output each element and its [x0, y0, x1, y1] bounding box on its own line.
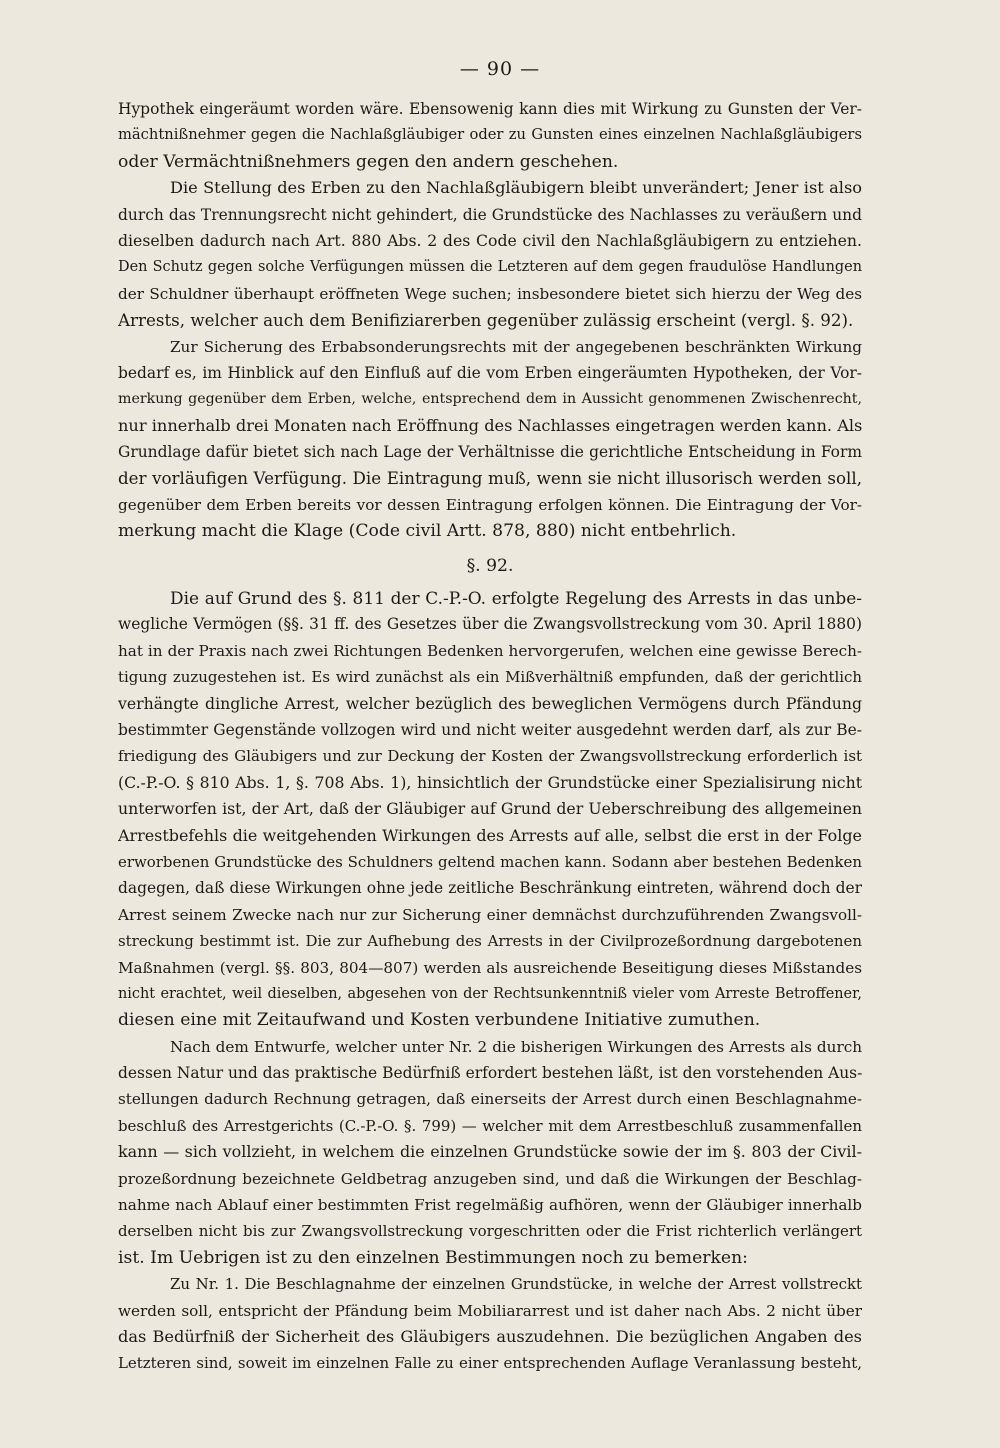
text-line: derselben nicht bis zur Zwangsvollstreckung vorgeschritten oder die Frist richterlich verlängert	[118, 1222, 862, 1241]
text-line: werden soll, entspricht der Pfändung beim Mobiliararrest und ist daher nach Abs. 2 nicht über	[118, 1301, 862, 1320]
text-line: (C.-P.-O. § 810 Abs. 1, §. 708 Abs. 1), hinsichtlich der Grundstücke einer Spezialisirung nicht	[118, 772, 862, 792]
text-line: hat in der Praxis nach zwei Richtungen Bedenken hervorgerufen, welchen eine gewisse Berech-	[118, 641, 862, 660]
text-line: ist. Im Uebrigen ist zu den einzelnen Bestimmungen noch zu bemerken:	[118, 1247, 748, 1268]
paragraph	[118, 1034, 862, 1272]
text-line: mächtnißnehmer gegen die Nachlaßgläubiger oder zu Gunsten eines einzelnen Nachlaßgläubigers	[118, 126, 862, 144]
text-line: Arrestbefehls die weitgehenden Wirkungen des Arrests auf alle, selbst die erst in der Folge	[118, 825, 862, 845]
page-number: — 90 —	[459, 58, 541, 80]
text-line: kann — sich vollzieht, in welchem die einzelnen Grundstücke sowie der im §. 803 der Civil-	[118, 1142, 862, 1162]
text-line: prozeßordnung bezeichnete Geldbetrag anzugeben sind, und daß die Wirkungen der Beschlag-	[118, 1169, 862, 1188]
paragraph	[118, 585, 862, 1034]
text-line: Arrests, welcher auch dem Benifiziarerben gegenüber zulässig erscheint (vergl. §. 92).	[118, 310, 854, 331]
text-line: merkung macht die Klage (Code civil Artt. 878, 880) nicht entbehrlich.	[118, 521, 737, 542]
section-heading: §. 92.	[466, 555, 514, 576]
paragraph	[118, 96, 862, 175]
text-line: stellungen dadurch Rechnung getragen, daß einerseits der Arrest durch einen Beschlagnahme-	[118, 1090, 862, 1109]
text-line: verhängte dingliche Arrest, welcher bezüglich des beweglichen Vermögens durch Pfändung	[118, 693, 862, 713]
paragraph	[118, 1271, 862, 1377]
text-line: oder Vermächtnißnehmers gegen den andern geschehen.	[118, 151, 619, 172]
text-line: unterworfen ist, der Art, daß der Gläubiger auf Grund der Ueberschreibung des allgemeinen	[118, 799, 862, 819]
text-line: wegliche Vermögen (§§. 31 ff. des Gesetzes über die Zwangsvollstreckung vom 30. April 1880)	[118, 615, 862, 634]
text-line: nahme nach Ablauf einer bestimmten Frist regelmäßig aufhören, wenn der Gläubiger innerhalb	[118, 1196, 862, 1215]
text-line: Arrest seinem Zwecke nach nur zur Sicherung einer demnächst durchzuführenden Zwangsvoll-	[118, 905, 862, 924]
text-line: Grundlage dafür bietet sich nach Lage der Verhältnisse die gerichtliche Entscheidung in Form	[118, 443, 862, 462]
text-line: dagegen, daß diese Wirkungen ohne jede zeitliche Beschränkung eintreten, während doch der	[118, 879, 862, 898]
text-line: beschluß des Arrestgerichts (C.-P.-O. §. 799) — welcher mit dem Arrestbeschluß zusammenfallen	[118, 1116, 862, 1135]
text-line: bestimmter Gegenstände vollzogen wird und nicht weiter ausgedehnt werden darf, als zur Be-	[118, 720, 862, 739]
text-line: merkung gegenüber dem Erben, welche, entsprechend dem in Aussicht genommenen Zwischenrecht,	[118, 391, 862, 408]
text-line: streckung bestimmt ist. Die zur Aufhebung des Arrests in der Civilprozeßordnung dargebotenen	[118, 932, 862, 951]
text-line: nur innerhalb drei Monaten nach Eröffnung des Nachlasses eingetragen werden kann. Als	[118, 415, 862, 435]
text-line: gegenüber dem Erben bereits vor dessen Eintragung erfolgen können. Die Eintragung der Vor-	[118, 495, 862, 514]
text-line: der vorläufigen Verfügung. Die Eintragung muß, wenn sie nicht illusorisch werden soll,	[118, 468, 862, 489]
text-line: das Bedürfniß der Sicherheit des Gläubigers auszudehnen. Die bezüglichen Angaben des	[118, 1326, 862, 1346]
text-line: Nach dem Entwurfe, welcher unter Nr. 2 die bisherigen Wirkungen des Arrests als durch	[170, 1037, 862, 1056]
text-line: Letzteren sind, soweit im einzelnen Falle zu einer entsprechenden Auflage Veranlassung besteht,	[118, 1354, 862, 1373]
text-line: nicht erachtet, weil dieselben, abgesehen von der Rechtsunkenntniß vieler vom Arreste Betroffener,	[118, 985, 862, 1002]
text-line: dieselben dadurch nach Art. 880 Abs. 2 des Code civil den Nachlaßgläubigern zu entziehen.	[118, 230, 862, 250]
text-line: Die Stellung des Erben zu den Nachlaßgläubigern bleibt unverändert; Jener ist also	[170, 178, 862, 198]
text-line: der Schuldner überhaupt eröffneten Wege suchen; insbesondere bietet sich hierzu der Weg des	[118, 284, 862, 303]
text-line: diesen eine mit Zeitaufwand und Kosten verbundene Initiative zumuthen.	[118, 1010, 761, 1031]
text-line: durch das Trennungsrecht nicht gehindert, die Grundstücke des Nachlasses zu veräußern und	[118, 205, 862, 224]
text-line: Den Schutz gegen solche Verfügungen müssen die Letzteren auf dem gegen fraudulöse Handlungen	[118, 259, 862, 276]
body-text	[118, 96, 862, 1377]
text-line: tigung zuzugestehen ist. Es wird zunächst als ein Mißverhältniß empfunden, daß der gerichtlich	[118, 668, 862, 687]
paragraph	[118, 175, 862, 333]
text-line: Zu Nr. 1. Die Beschlagnahme der einzelnen Grundstücke, in welche der Arrest vollstreckt	[170, 1275, 862, 1294]
text-line: Die auf Grund des §. 811 der C.-P.-O. erfolgte Regelung des Arrests in das unbe-	[170, 588, 862, 609]
text-line: erworbenen Grundstücke des Schuldners geltend machen kann. Sodann aber bestehen Bedenken	[118, 852, 862, 871]
text-line: dessen Natur und das praktische Bedürfniß erfordert bestehen läßt, ist den vorstehenden Aus-	[118, 1064, 862, 1083]
text-line: Hypothek eingeräumt worden wäre. Ebensowenig kann dies mit Wirkung zu Gunsten der Ver-	[118, 100, 862, 118]
paragraph	[118, 334, 862, 545]
text-line: friedigung des Gläubigers und zur Deckung der Kosten der Zwangsvollstreckung erforderlich ist	[118, 747, 862, 766]
text-line: Zur Sicherung des Erbabsonderungsrechts mit der angegebenen beschränkten Wirkung	[170, 337, 862, 356]
text-line: bedarf es, im Hinblick auf den Einfluß auf die vom Erben eingeräumten Hypotheken, der Vor-	[118, 363, 862, 382]
text-line: Maßnahmen (vergl. §§. 803, 804—807) werden als ausreichende Beseitigung dieses Mißstandes	[118, 958, 862, 977]
